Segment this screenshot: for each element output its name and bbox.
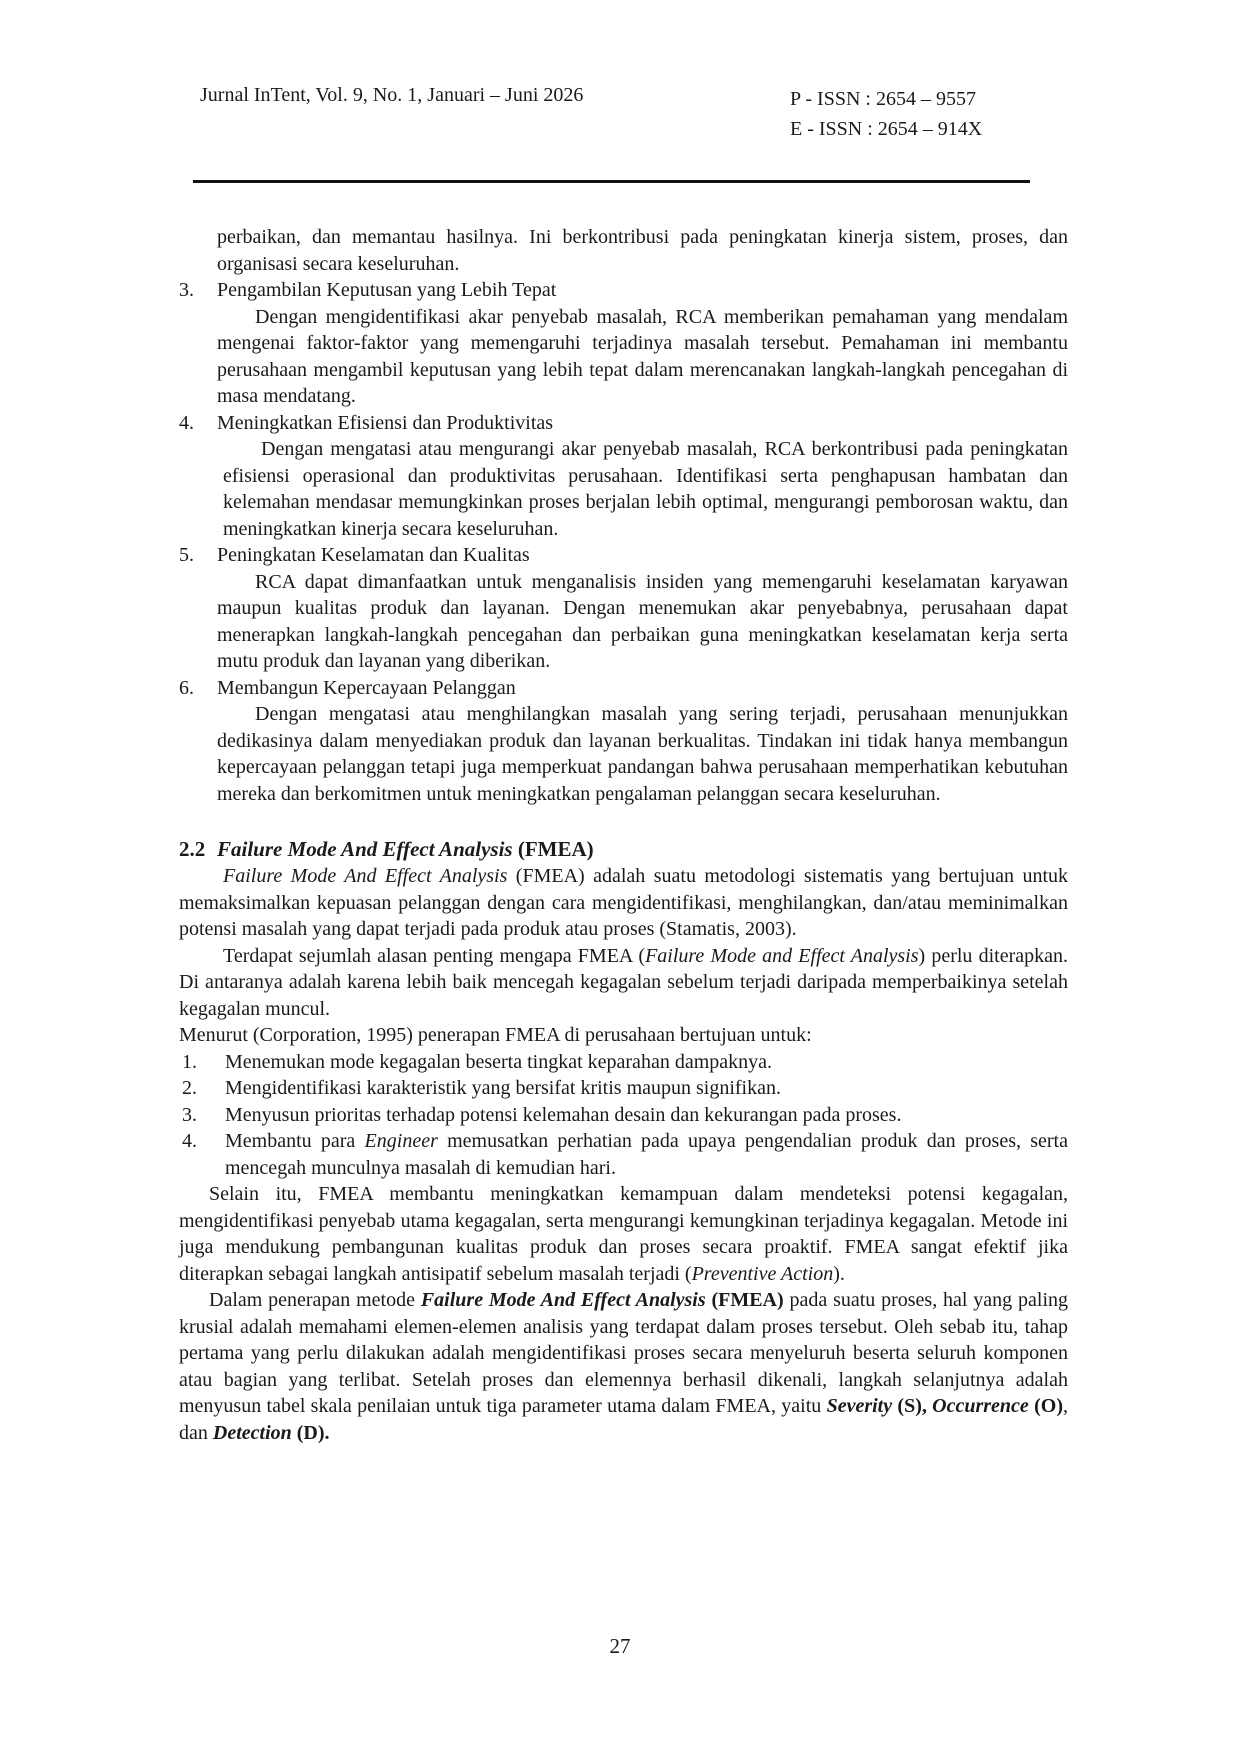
list-item-title: 3. Pengambilan Keputusan yang Lebih Tepat	[179, 279, 557, 301]
list-item-body: Dengan mengatasi atau menghilangkan masalah yang sering terjadi, perusahaan menunjukkan dedikasinya dalam menyediakan produk dan layanan berkualitas. Tindakan ini tidak hanya membangun kepercayaan pelanggan tetapi juga memperkuat pandangan bahwa perusahaan memperhatikan kebutuhan mereka dan berkomitmen untuk meningkatkan pengalaman pelanggan secara keseluruhan.	[217, 703, 1068, 805]
numbered-list	[179, 1049, 1068, 1182]
list-item: 2. Mengidentifikasi karakteristik yang bersifat kritis maupun signifikan.	[182, 1077, 781, 1099]
p-issn: P - ISSN : 2654 – 9557	[790, 88, 976, 110]
e-issn: E - ISSN : 2654 – 914X	[790, 118, 983, 140]
page-content	[179, 224, 1068, 1446]
paragraph: Dalam penerapan metode Failure Mode And Effect Analysis (FMEA) pada suatu proses, hal yang paling krusial adalah memahami elemen-elemen analisis yang terdapat dalam proses tersebut. Oleh sebab itu, tahap pertama yang perlu dilakukan adalah mengidentifikasi proses secara menyeluruh beserta seluruh komponen atau bagian yang terlibat. Setelah proses dan elemennya berhasil dikenali, langkah selanjutnya adalah menyusun tabel skala penilaian untuk tiga parameter utama dalam FMEA, yaitu Severity (S), Occurrence (O), dan Detection (D).	[179, 1289, 1068, 1444]
list-item-body: Dengan mengidentifikasi akar penyebab masalah, RCA memberikan pemahaman yang mendalam mengenai faktor-faktor yang memengaruhi terjadinya masalah tersebut. Pemahaman ini membantu perusahaan mengambil keputusan yang lebih tepat dalam merencanakan langkah-langkah pencegahan di masa mendatang.	[217, 305, 1068, 407]
continued-paragraph: perbaikan, dan memantau hasilnya. Ini berkontribusi pada peningkatan kinerja sistem, proses, dan organisasi secara keseluruhan.	[217, 226, 1068, 275]
list-item	[179, 410, 1068, 543]
issn-block	[790, 84, 982, 144]
paragraph: Menurut (Corporation, 1995) penerapan FMEA di perusahaan bertujuan untuk:	[179, 1024, 812, 1046]
paragraph: Selain itu, FMEA membantu meningkatkan kemampuan dalam mendeteksi potensi kegagalan, mengidentifikasi penyebab utama kegagalan, serta mengurangi kemungkinan terjadinya kegagalan. Metode ini juga mendukung pembangunan kualitas produk dan proses secara proaktif. FMEA sangat efektif jika diterapkan sebagai langkah antisipatif sebelum masalah terjadi (Preventive Action).	[179, 1183, 1068, 1285]
paragraph: Failure Mode And Effect Analysis (FMEA) adalah suatu metodologi sistematis yang bertujuan untuk memaksimalkan kepuasan pelanggan dengan cara mengidentifikasi, menghilangkan, dan/atau meminimalkan potensi masalah yang dapat terjadi pada produk atau proses (Stamatis, 2003).	[179, 865, 1068, 940]
list-item: 1. Menemukan mode kegagalan beserta tingkat keparahan dampaknya.	[182, 1050, 773, 1073]
list-item-body: RCA dapat dimanfaatkan untuk menganalisis insiden yang memengaruhi keselamatan karyawan maupun kualitas produk dan layanan. Dengan menemukan akar penyebabnya, perusahaan dapat menerapkan langkah-langkah pencegahan dan perbaikan guna meningkatkan keselamatan kerja serta mutu produk dan layanan yang diberikan.	[217, 570, 1068, 672]
list-item: 4. Membantu para Engineer memusatkan perhatian pada upaya pengendalian produk dan proses, serta mencegah munculnya masalah di kemudian hari.	[182, 1130, 1068, 1179]
section-heading: 2.2 Failure Mode And Effect Analysis (FMEA)	[179, 837, 594, 861]
list-item	[179, 542, 1068, 675]
list-item	[179, 277, 1068, 410]
page-number: 27	[609, 1634, 631, 1658]
list-item	[179, 675, 1068, 808]
list-item-title: 6. Membangun Kepercayaan Pelanggan	[179, 676, 516, 699]
paragraph: Terdapat sejumlah alasan penting mengapa FMEA (Failure Mode and Effect Analysis) perlu diterapkan. Di antaranya adalah karena lebih baik mencegah kegagalan sebelum terjadi daripada memperbaikinya setelah kegagalan muncul.	[179, 944, 1068, 1020]
header-rule	[193, 180, 1030, 183]
list-item: 3. Menyusun prioritas terhadap potensi kelemahan desain dan kekurangan pada proses.	[182, 1103, 902, 1126]
list-item-title: 4. Meningkatkan Efisiensi dan Produktivitas	[179, 411, 554, 434]
list-item-title: 5. Peningkatan Keselamatan dan Kualitas	[179, 544, 530, 566]
journal-title: Jurnal InTent, Vol. 9, No. 1, Januari – Juni 2026	[200, 84, 584, 106]
list-item-body: Dengan mengatasi atau mengurangi akar penyebab masalah, RCA berkontribusi pada peningkatan efisiensi operasional dan produktivitas perusahaan. Identifikasi serta penghapusan hambatan dan kelemahan mendasar memungkinkan proses berjalan lebih optimal, mengurangi pemborosan waktu, dan meningkatkan kinerja secara keseluruhan.	[223, 438, 1068, 540]
